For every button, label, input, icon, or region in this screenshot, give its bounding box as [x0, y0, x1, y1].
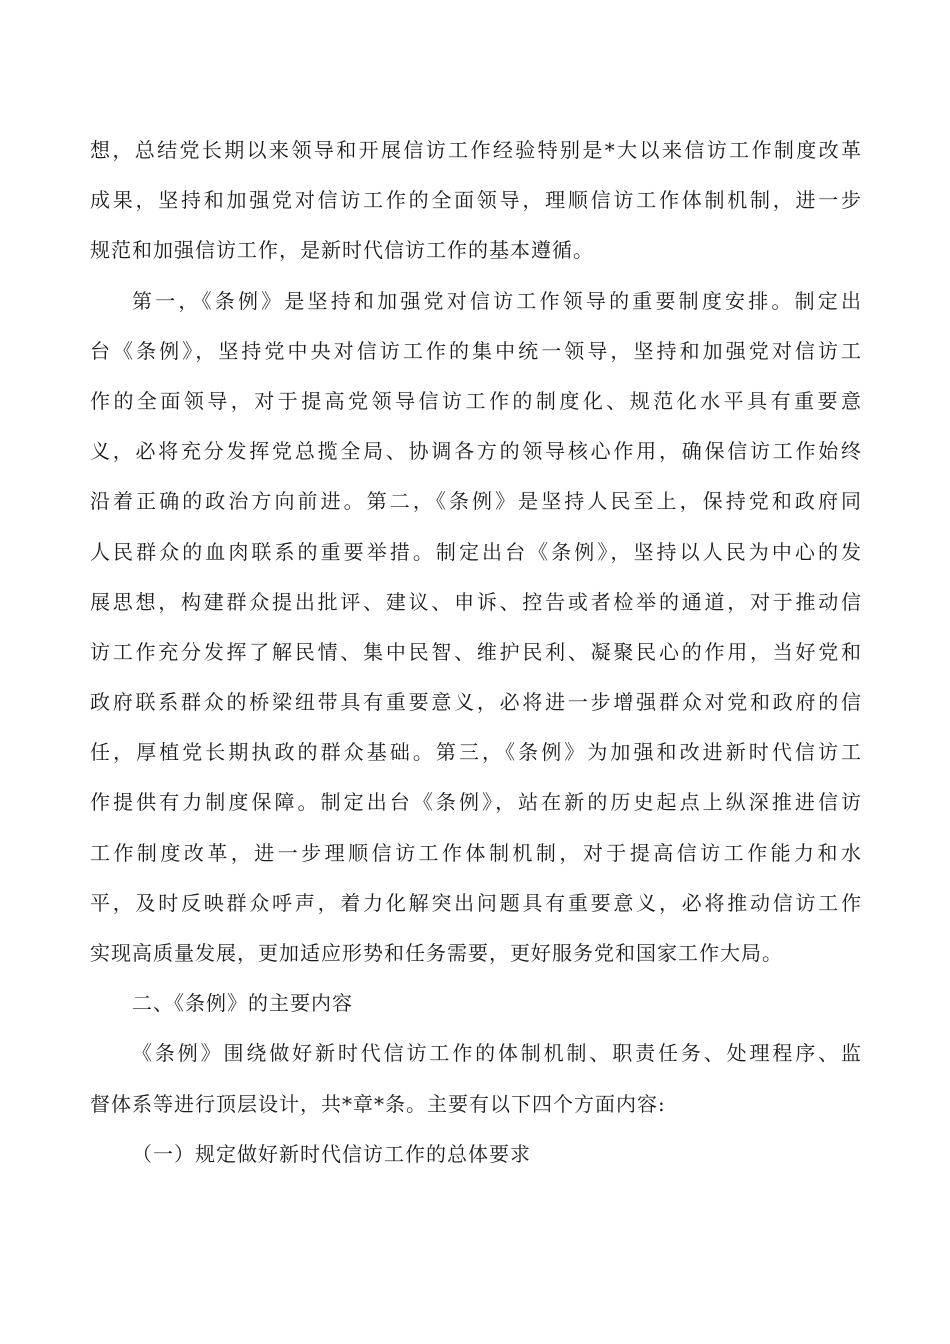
paragraph-line: 任，厚植党长期执政的群众基础。第三，《条例》为加强和改进新时代信访工 [90, 740, 862, 765]
section-heading: 二、《条例》的主要内容 [132, 991, 353, 1016]
subsection-heading: （一）规定做好新时代信访工作的总体要求 [132, 1141, 531, 1166]
paragraph-line: 实现高质量发展，更加适应形势和任务需要，更好服务党和国家工作大局。 [90, 941, 783, 965]
document-body [90, 125, 862, 1179]
paragraph-line: 想，总结党长期以来领导和开展信访工作经验特别是*大以来信访工作制度改革 [90, 138, 862, 162]
paragraph-line: 访工作充分发挥了解民情、集中民智、维护民利、凝聚民心的作用，当好党和 [90, 639, 862, 664]
paragraph-line: 成果，坚持和加强党对信访工作的全面领导，理顺信访工作体制机制，进一步 [90, 188, 862, 213]
paragraph-line: 义，必将充分发挥党总揽全局、协调各方的领导核心作用，确保信访工作始终 [90, 439, 862, 464]
paragraph-line: 作提供有力制度保障。制定出台《条例》，站在新的历史起点上纵深推进信访 [90, 790, 862, 815]
paragraph-line: 规范和加强信访工作，是新时代信访工作的基本遵循。 [90, 238, 594, 263]
paragraph-line: 督体系等进行顶层设计，共*章*条。主要有以下四个方面内容: [90, 1091, 666, 1116]
paragraph-line: 平，及时反映群众呼声，着力化解突出问题具有重要意义，必将推动信访工作 [90, 890, 862, 915]
paragraph-line: 工作制度改革，进一步理顺信访工作体制机制，对于提高信访工作能力和水 [90, 840, 862, 865]
paragraph-line: 《条例》围绕做好新时代信访工作的体制机制、职责任务、处理程序、监 [132, 1041, 862, 1066]
paragraph-line: 作的全面领导，对于提高党领导信访工作的制度化、规范化水平具有重要意 [90, 388, 862, 413]
paragraph-line: 政府联系群众的桥梁纽带具有重要意义，必将进一步增强群众对党和政府的信 [90, 690, 862, 715]
paragraph-line: 沿着正确的政治方向前进。第二，《条例》是坚持人民至上，保持党和政府同 [90, 489, 862, 514]
paragraph-line: 展思想，构建群众提出批评、建议、申诉、控告或者检举的通道，对于推动信 [90, 589, 862, 614]
paragraph-line: 台《条例》，坚持党中央对信访工作的集中统一领导，坚持和加强党对信访工 [90, 338, 862, 363]
paragraph-line: 第一，《条例》是坚持和加强党对信访工作领导的重要制度安排。制定出 [132, 288, 862, 313]
paragraph-line: 人民群众的血肉联系的重要举措。制定出台《条例》，坚持以人民为中心的发 [90, 539, 862, 564]
